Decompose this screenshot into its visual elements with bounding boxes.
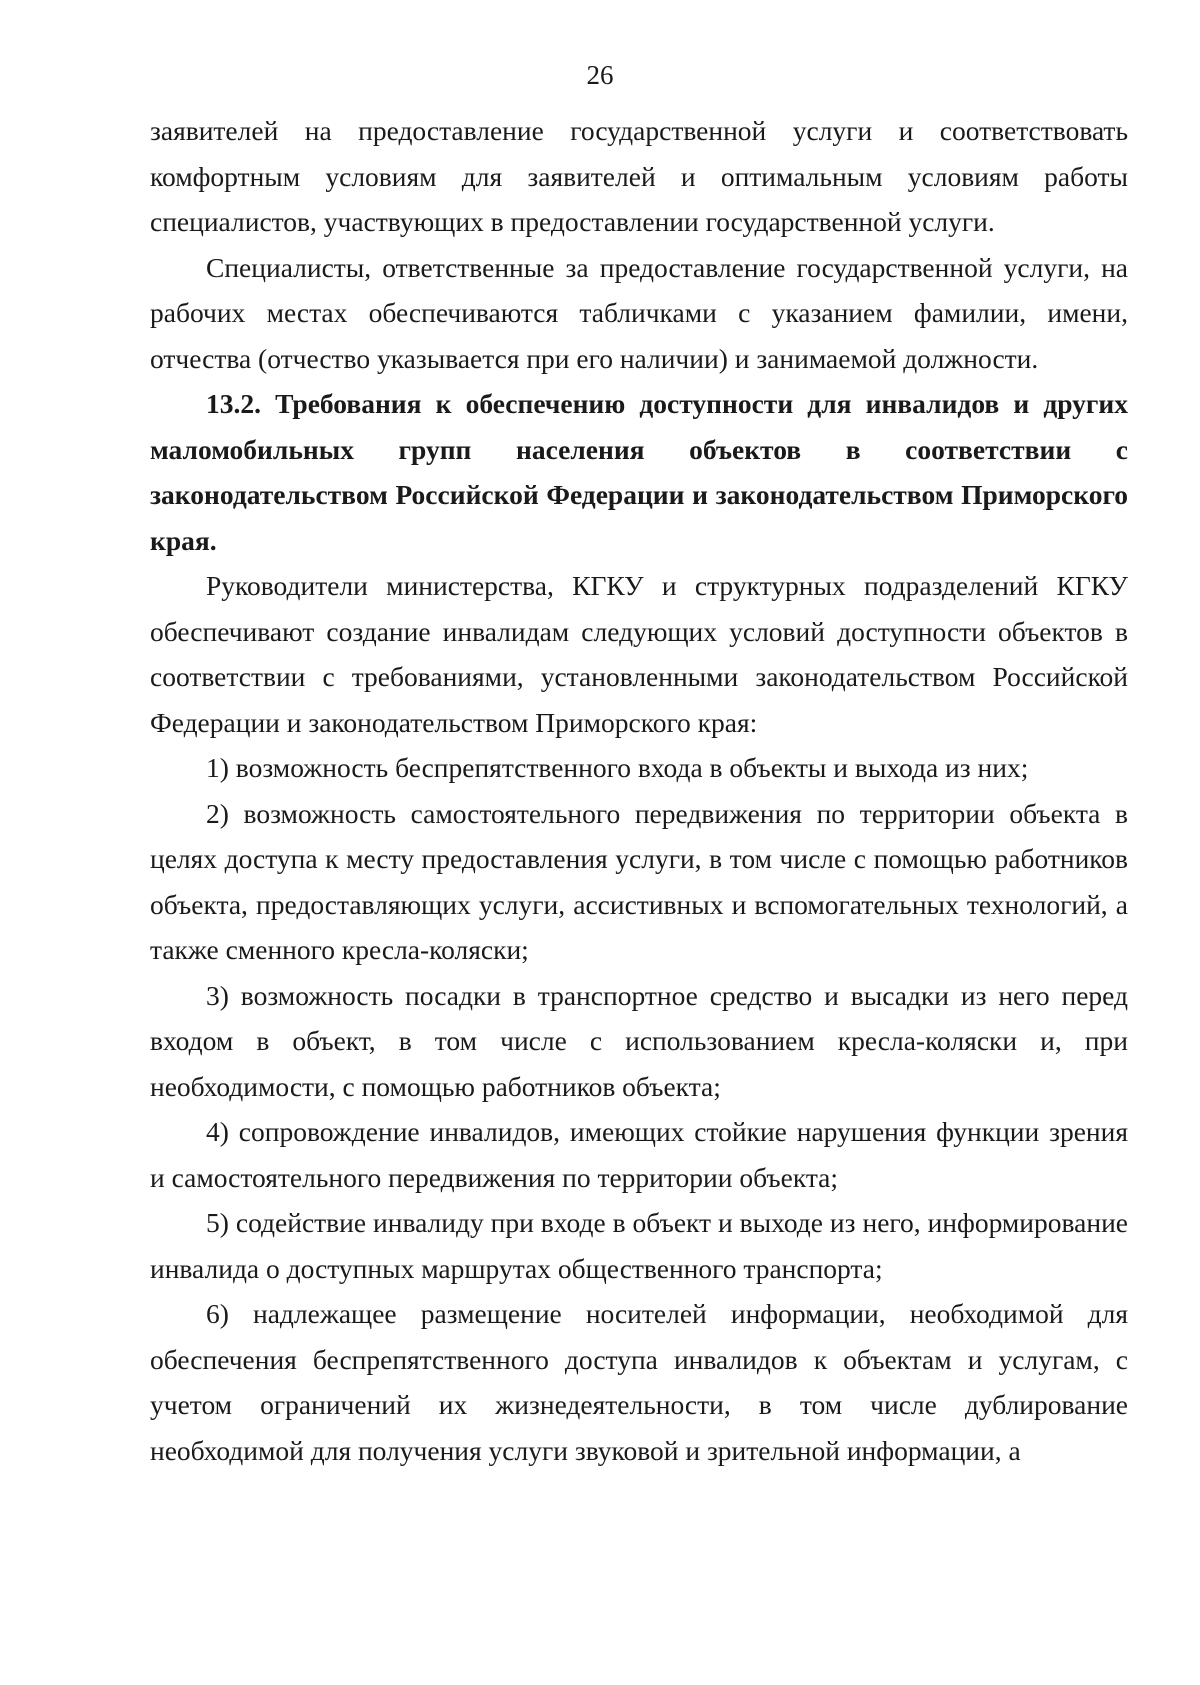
list-item-3: 3) возможность посадки в транспортное средство и высадки из него перед входом в объект, в том числе с использованием кресла-коляски и, при необходимости, с помощью работников объекта; xyxy=(150,979,1128,1102)
list-item-6: 6) надлежащее размещение носителей информации, необходимой для обеспечения беспрепятственного доступа инвалидов к объектам и услугам, с учетом ограничений их жизнедеятельности, в том числе дублирование необходимой для получения услуги звуковой и зрительной информации, а xyxy=(150,1298,1128,1466)
page-number: 26 xyxy=(586,60,614,90)
list-item-2: 2) возможность самостоятельного передвижения по территории объекта в целях доступа к месту предоставления услуги, в том числе с помощью работников объекта, предоставляющих услуги, ассистивных и вспомогательных технологий, а также сменного кресла-коляски; xyxy=(150,797,1128,965)
document-body xyxy=(150,108,1128,1473)
paragraph-continuation: заявителей на предоставление государственной услуги и соответствовать комфортным условиям для заявителей и оптимальным условиям работы специалистов, участвующих в предоставлении государственной услуги. xyxy=(150,115,1128,237)
paragraph-specialists: Специалисты, ответственные за предоставление государственной услуги, на рабочих местах обеспечиваются табличками с указанием фамилии, имени, отчества (отчество указывается при его наличии) и занимаемой должности. xyxy=(150,251,1128,374)
paragraph-managers: Руководители министерства, КГКУ и структурных подразделений КГКУ обеспечивают создание инвалидам следующих условий доступности объектов в соответствии с требованиями, установленными законодательством Российской Федерации и законодательством Приморского края: xyxy=(150,570,1128,738)
section-heading-13-2: 13.2. Требования к обеспечению доступности для инвалидов и других маломобильных групп населения объектов в соответствии с законодательством Российской Федерации и законодательством Приморского края. xyxy=(150,388,1128,556)
list-item-4: 4) сопровождение инвалидов, имеющих стойкие нарушения функции зрения и самостоятельного передвижения по территории объекта; xyxy=(150,1116,1128,1193)
list-item-1: 1) возможность беспрепятственного входа в объекты и выхода из них; xyxy=(206,752,1029,783)
list-item-5: 5) содействие инвалиду при входе в объект и выходе из него, информирование инвалида о доступных маршрутах общественного транспорта; xyxy=(150,1207,1128,1284)
